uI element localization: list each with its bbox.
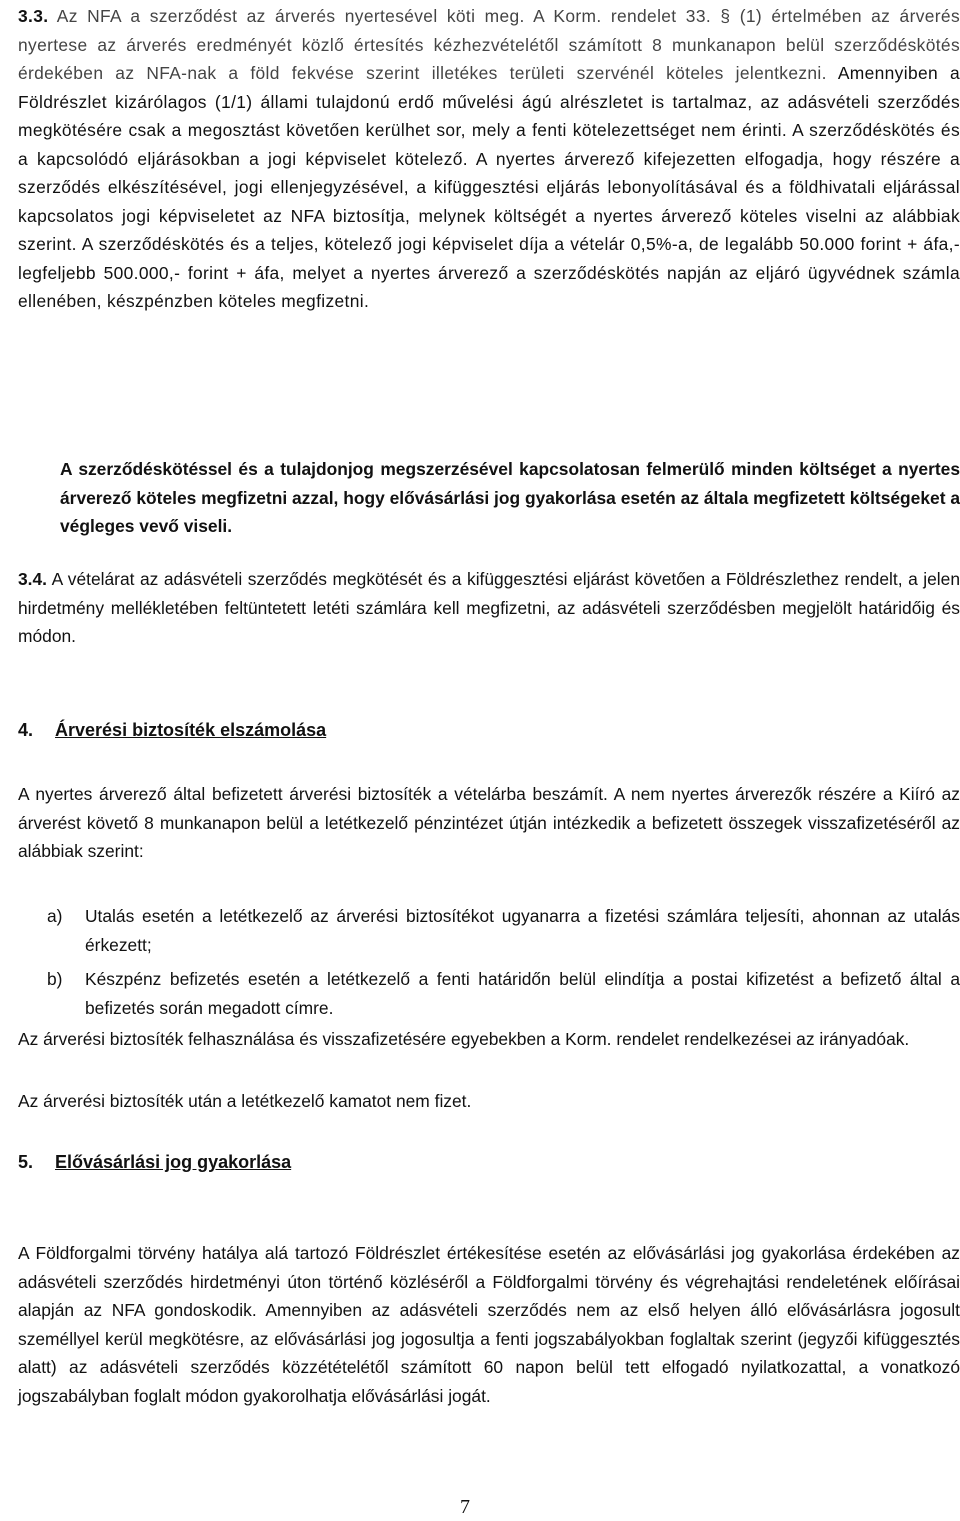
section-3-3-bold-note: A szerződéskötéssel és a tulajdonjog megszerzésével kapcsolatosan felmerülő minden költséget a nyertes árverező köteles megfizetni azzal, hogy elővásárlási jog gyakorlása esetén az általa megfizetett költségeket a végleges vevő viseli. bbox=[60, 459, 960, 536]
page-number: 7 bbox=[460, 1496, 470, 1518]
section-4-paragraph-1: A nyertes árverező által befizetett árverési biztosíték a vételárba beszámít. A nem nyertes árverezők részére a Kiíró az árverést követő 8 munkanapon belül a letétkezelő pénzintézet útján intézkedik a befizetett összegek visszafizetéséről az alábbiak szerint: bbox=[18, 784, 960, 861]
section-3-4-text: A vételárat az adásvételi szerződés megkötését és a kifüggesztési eljárást követően a Földrészlethez rendelt, a jelen hirdetmény mellékletében feltüntetett letéti számlára kell megfizetni, az adásvételi szerződésben megjelölt határidőig és módon. bbox=[18, 569, 960, 646]
section-3-3-rest: Amennyiben a Földrészlet kizárólagos (1/1) állami tulajdonú erdő művelési ágú alrészletet is tartalmaz, az adásvételi szerződés megkötésére csak a megosztást követően kerülhet sor, mely a fenti kötelezettséget nem érinti. A szerződéskötés és a kapcsolódó eljárásokban a jogi képviselet kötelező. A nyertes árverező kifejezetten elfogadja, hogy részére a szerződés elkészítésével, jogi ellenjegyzésével, a kifüggesztési eljárás lebonyolításával és a földhivatali eljárással kapcsolatos jogi képviseletet az NFA biztosítja, melynek költségét a nyertes árverező köteles viselni az alábbiak szerint. A szerződéskötés és a teljes, kötelező jogi képviselet díja a vételár 0,5%-a, de legalább 50.000 forint + áfa,- legfeljebb 500.000,- forint + áfa, melyet a nyertes árverező a szerződéskötés napján az eljáró ügyvédnek számla ellenében, készpénzben köteles megfizetni. bbox=[18, 63, 960, 311]
section-4-number: 4. bbox=[18, 720, 34, 740]
section-4-title: Árverési biztosíték elszámolása bbox=[55, 720, 327, 740]
list-marker-a: a) bbox=[47, 906, 63, 926]
section-5-paragraph-1: A Földforgalmi törvény hatálya alá tartozó Földrészlet értékesítése esetén az elővásárlási jog gyakorlása érdekében az adásvételi szerződés hirdetményi úton történő közléséről a Földforgalmi törvény és végrehajtási rendeletének előírásai alapján az NFA gondoskodik. Amennyiben az adásvételi szerződés nem az első helyen álló elővásárlásra jogosult személlyel kerül megkötésre, az elővásárlási jog jogosultja a fenti jogszabályokban foglaltak szerint (jegyzői kifüggesztés alatt) az adásvételi szerződés közzétételétől számított 60 napon belül tett elfogadó nyilatkozattal, a vonatkozó jogszabályban foglalt módon gyakorolhatja elővásárlási jogát. bbox=[18, 1243, 960, 1406]
section-3-3-intro: Az NFA a szerződést az árverés nyertesével köti meg. A Korm. rendelet 33. § (1) értelmében az árverés nyertese az árverés eredményét közlő értesítés kézhezvételétől számított 8 munkanapon belül szerződéskötés érdekében az NFA-nak a föld fekvése szerint illetékes területi szervénél köteles jelentkezni. bbox=[18, 6, 960, 83]
list-item-a bbox=[47, 902, 960, 959]
section-3-4-paragraph bbox=[18, 565, 960, 651]
list-marker-b: b) bbox=[47, 969, 63, 989]
section-5-heading bbox=[18, 1148, 291, 1176]
list-text-b: Készpénz befizetés esetén a letétkezelő a fenti határidőn belül elindítja a postai kifizetést a befizető által a befizetés során megadott címre. bbox=[85, 969, 960, 1018]
list-text-a: Utalás esetén a letétkezelő az árverési biztosítékot ugyanarra a fizetési számlára teljesíti, ahonnan az utalás érkezett; bbox=[85, 906, 960, 955]
section-3-3-number: 3.3. bbox=[18, 6, 49, 26]
section-5-number: 5. bbox=[18, 1152, 34, 1172]
section-4-heading bbox=[18, 716, 326, 744]
section-3-4-number: 3.4. bbox=[18, 569, 48, 589]
section-5-title: Elővásárlási jog gyakorlása bbox=[55, 1152, 292, 1172]
section-3-3-paragraph bbox=[18, 2, 960, 316]
list-item-b bbox=[47, 965, 960, 1022]
section-4-paragraph-2: Az árverési biztosíték felhasználása és visszafizetésére egyebekben a Korm. rendelet rendelkezései az irányadóak. bbox=[18, 1029, 910, 1049]
section-4-paragraph-3: Az árverési biztosíték után a letétkezelő kamatot nem fizet. bbox=[18, 1091, 472, 1111]
